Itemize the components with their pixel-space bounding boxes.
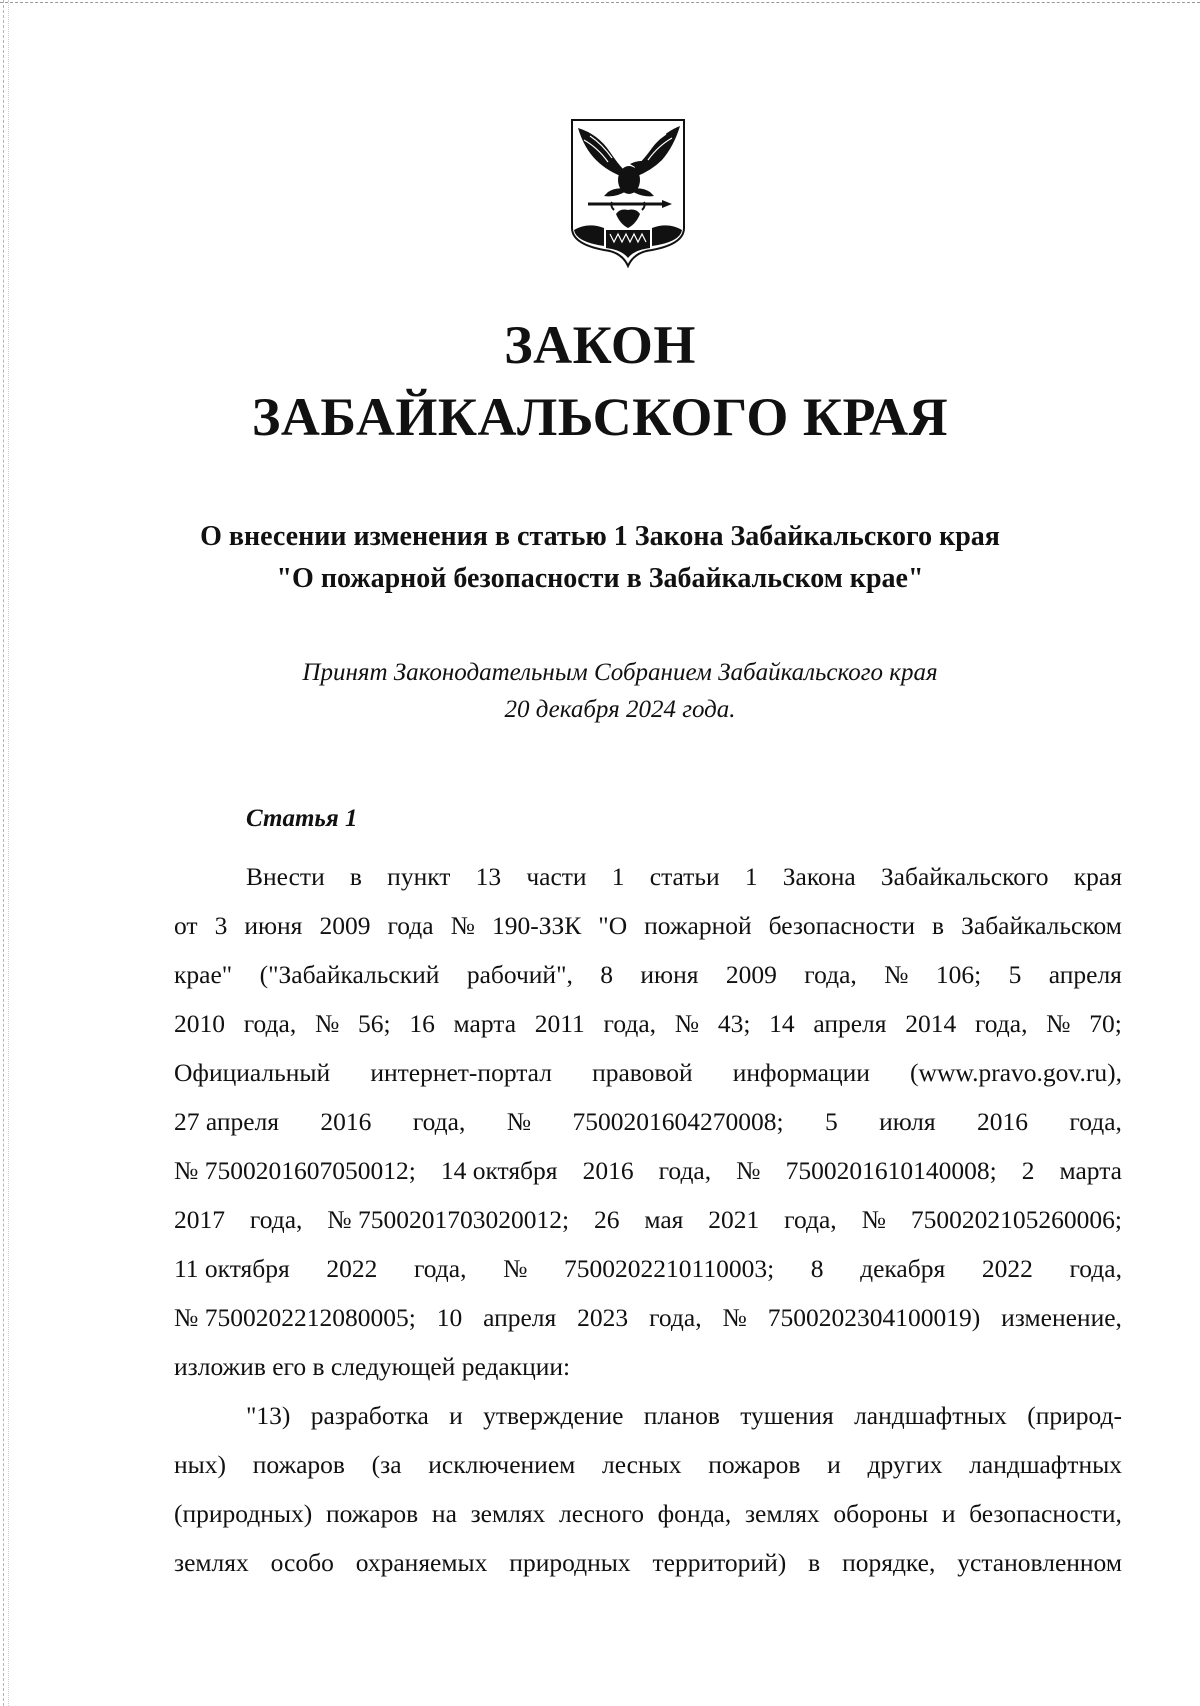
word: края [1073,862,1122,891]
word: № 7500201703020012; [327,1205,570,1234]
word: на [431,1499,457,1528]
word: 2022 [981,1254,1033,1283]
word: 2016 [582,1156,634,1185]
word: № [722,1303,747,1332]
word: 2010 [174,1009,225,1038]
paragraph-line [174,1538,1122,1587]
word: ландшафтных [854,1401,1007,1430]
word: утверждение [483,1401,624,1430]
law-subject-line-1: О внесении изменения в статью 1 Закона Забайкальского края [200,521,1000,552]
word: апреля [483,1303,557,1332]
word: года, [249,1205,303,1234]
word: пожаров [325,1499,419,1528]
word: 2023 [577,1303,629,1332]
word: установленном [957,1548,1122,1577]
paragraph-line [174,1440,1122,1489]
word: № [450,911,475,940]
article-heading: Статья 1 [246,805,358,832]
word: года, [412,1107,466,1136]
paragraph-line [174,1048,1122,1097]
word: 14 октября [440,1156,558,1185]
word: года, [603,1009,657,1038]
word: 7500202105260006; [910,1205,1122,1234]
word: 2021 [708,1205,760,1234]
word: безопасности, [969,1499,1122,1528]
word: 106; [935,960,982,989]
word: года, [243,1009,297,1038]
document-title: ЗАКОН [504,315,696,375]
word: "13) [246,1401,291,1430]
word: № 7500202212080005; [174,1303,416,1332]
word: года, [649,1303,702,1332]
word: 1 [611,862,625,891]
word: года, [784,1205,837,1234]
word: пожаров [252,1450,345,1479]
word: № 7500201607050012; [174,1156,416,1185]
word: крае" [174,960,233,989]
word: 3 [214,911,228,940]
word: охраняемых [355,1548,488,1577]
word: пункт [387,862,451,891]
word: 7500202304100019) [767,1303,981,1332]
word: № [884,960,909,989]
word: 8 [600,960,613,989]
word: 7500201610140008; [785,1156,997,1185]
word: обороны [833,1499,929,1528]
adoption-note-line-1: Принят Законодательным Собранием Забайкальского края [302,659,938,686]
word: № [861,1205,886,1234]
word: в [808,1548,821,1577]
word: Внести [246,862,325,891]
word: (природ- [1027,1401,1122,1430]
paragraph-line [174,950,1122,999]
word: 2022 [326,1254,378,1283]
word: природных [509,1548,631,1577]
word: от [174,911,198,940]
word: 2009 [319,911,371,940]
word: порядке, [842,1548,936,1577]
word: части [526,862,587,891]
word: 70; [1089,1009,1122,1038]
paragraph-line [174,901,1122,950]
word: года, [658,1156,712,1185]
word: года, [413,1254,467,1283]
word: разработка [310,1401,429,1430]
word: и [941,1499,956,1528]
paragraph-line [174,1489,1122,1538]
word: правовой [592,1058,693,1087]
word: особо [270,1548,334,1577]
word: июня [640,960,699,989]
paragraph-line [174,1146,1122,1195]
word: года [387,911,434,940]
word: 27 апреля [174,1107,280,1136]
word: 5 [824,1107,838,1136]
word: года, [1069,1254,1122,1283]
word: планов [643,1401,720,1430]
word: 2009 [725,960,777,989]
word: № [503,1254,528,1283]
word: (за [371,1450,402,1479]
word: пожарной [644,911,752,940]
word: фонда, [657,1499,732,1528]
word: 2016 [320,1107,372,1136]
word: землях [744,1499,820,1528]
word: 1 [744,862,758,891]
word: года, [974,1009,1028,1038]
paragraph-new-wording [174,1391,1122,1587]
word: в [932,911,945,940]
word: исключением [428,1450,576,1479]
paragraph-line [174,1097,1122,1146]
word: землях [470,1499,546,1528]
word: других [867,1450,943,1479]
word: безопасности [768,911,916,940]
word: Официальный [174,1058,331,1087]
word: 14 [769,1009,795,1038]
word: ландшафтных [969,1450,1122,1479]
word: декабря [860,1254,946,1283]
word: 5 [1008,960,1022,989]
scan-edge-top [0,2,1200,3]
word: Закона [782,862,856,891]
scan-edge-left-inner [8,0,9,1706]
word: интернет-портал [370,1058,552,1087]
paragraph-line [174,1391,1122,1440]
word: 190-ЗЗК [491,911,582,940]
word: Забайкальском [961,911,1122,940]
word: апреля [1048,960,1122,989]
word: (www.pravo.gov.ru), [910,1058,1122,1087]
word: землях [174,1548,249,1577]
law-subject-line-2: "О пожарной безопасности в Забайкальском крае" [276,563,924,594]
word: № [314,1009,340,1038]
document-title-region: ЗАБАЙКАЛЬСКОГО КРАЯ [251,387,949,447]
word: 26 [593,1205,620,1234]
scan-edge-left [3,0,4,1706]
word: марта [453,1009,517,1038]
word: 7500201604270008; [572,1107,784,1136]
paragraph-amendment [174,852,1122,1342]
word: и [827,1450,841,1479]
word: 11 октября [174,1254,290,1283]
word: 8 [810,1254,824,1283]
word: лесного [559,1499,644,1528]
word: 43; [717,1009,751,1038]
word: изменение, [1001,1303,1122,1332]
word: апреля [813,1009,887,1038]
word: мая [644,1205,684,1234]
word: ных) [174,1450,227,1479]
word: июля [879,1107,936,1136]
word: 2 [1021,1156,1035,1185]
coat-of-arms-icon [568,118,688,268]
word: ("Забайкальский [259,960,440,989]
word: 2016 [977,1107,1028,1136]
word: № [736,1156,761,1185]
word: Забайкальского [880,862,1049,891]
paragraph-line [174,999,1122,1048]
paragraph-line [174,1195,1122,1244]
paragraph-line: изложив его в следующей редакции: [174,1352,571,1381]
word: статьи [649,862,720,891]
word: № [674,1009,700,1038]
word: пожаров [708,1450,801,1479]
word: года, [804,960,857,989]
word: территорий) [652,1548,787,1577]
word: 2011 [534,1009,585,1038]
word: 2017 [174,1205,225,1234]
word: № [1046,1009,1071,1038]
paragraph-line [174,1293,1122,1342]
adoption-date: 20 декабря 2024 года. [504,696,736,723]
word: тушения [740,1401,834,1430]
paragraph-line [174,1244,1122,1293]
word: и [449,1401,463,1430]
word: 16 [409,1009,435,1038]
word: в [349,862,362,891]
word: 13 [475,862,502,891]
word: № [506,1107,532,1136]
word: 7500202210110003; [564,1254,775,1283]
article-body [174,852,1122,1587]
word: года, [1069,1107,1122,1136]
word: рабочий", [466,960,573,989]
word: марта [1059,1156,1122,1185]
word: (природных) [174,1499,313,1528]
word: 2014 [905,1009,957,1038]
word: июня [244,911,303,940]
word: 10 [436,1303,463,1332]
word: информации [732,1058,870,1087]
paragraph-line [174,852,1122,901]
word: лесных [601,1450,682,1479]
word: 56; [358,1009,391,1038]
word: "О [598,911,628,940]
